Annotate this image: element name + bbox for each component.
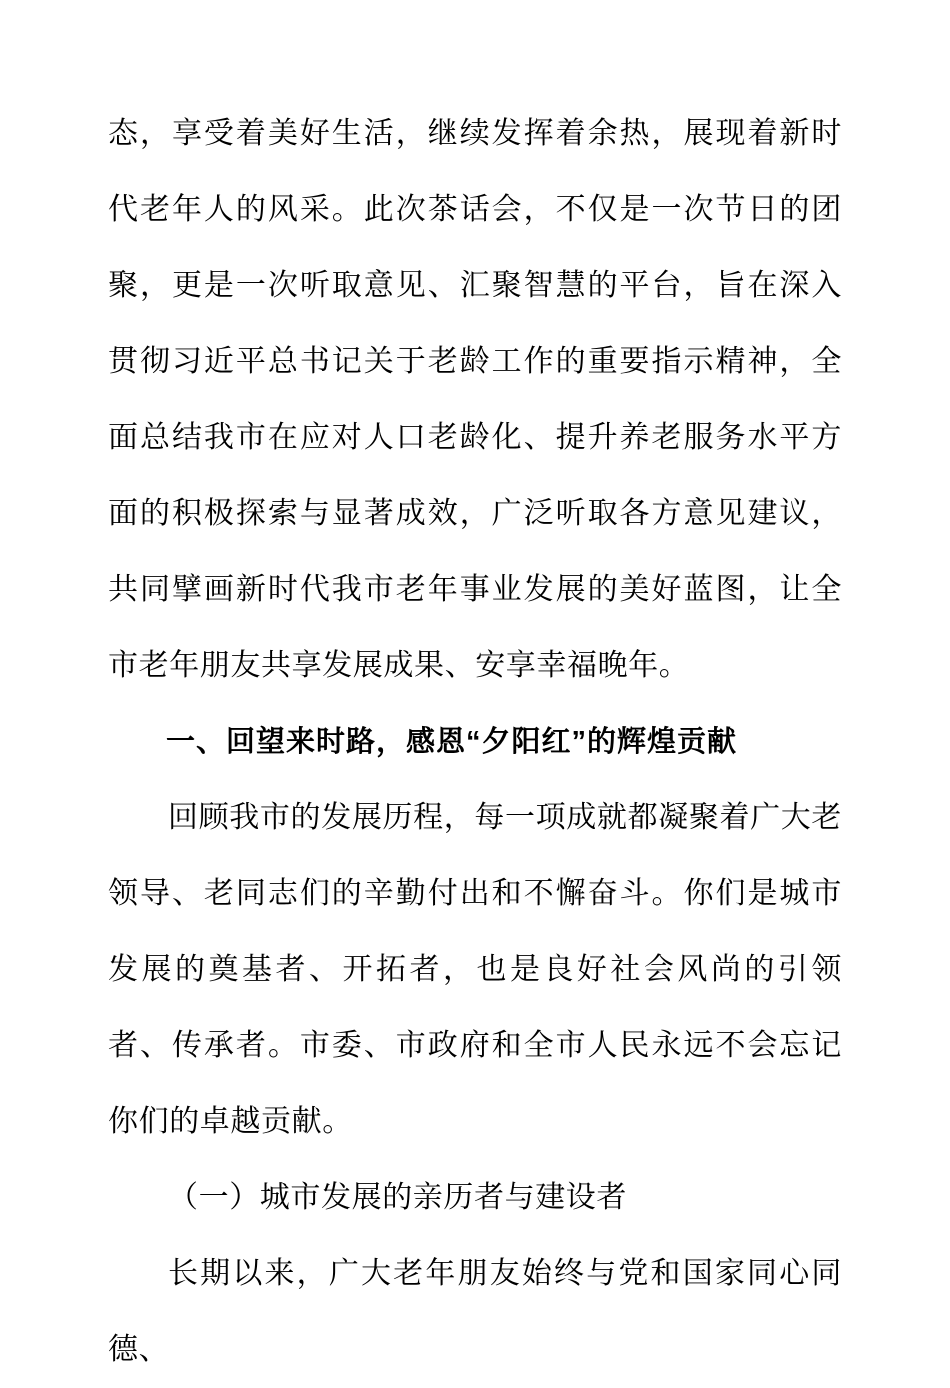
subsection-heading-one-one: （一）城市发展的亲历者与建设者 xyxy=(168,1181,627,1214)
document-body xyxy=(108,96,842,1388)
paragraph-one-one-body: 长期以来，广大老年朋友始终与党和国家同心同德、 xyxy=(108,1257,842,1366)
paragraph-section-one-intro: 回顾我市的发展历程，每一项成就都凝聚着广大老领导、老同志们的辛勤付出和不懈奋斗。你们是城市发展的奠基者、开拓者，也是良好社会风尚的引领者、传承者。市委、市政府和全市人民永远不会忘记你们的卓越贡献。 xyxy=(108,801,842,1138)
paragraph-continued-opening: 态，享受着美好生活，继续发挥着余热，展现着新时代老年人的风采。此次茶话会，不仅是一次节日的团聚，更是一次听取意见、汇聚智慧的平台，旨在深入贯彻习近平总书记关于老龄工作的重要指示精神，全面总结我市在应对人口老龄化、提升养老服务水平方面的积极探索与显著成效，广泛听取各方意见建议，共同擘画新时代我市老年事业发展的美好蓝图，让全市老年朋友共享发展成果、安享幸福晚年。 xyxy=(108,117,842,682)
section-heading-one: 一、回望来时路，感恩“夕阳红”的辉煌贡献 xyxy=(166,726,738,758)
